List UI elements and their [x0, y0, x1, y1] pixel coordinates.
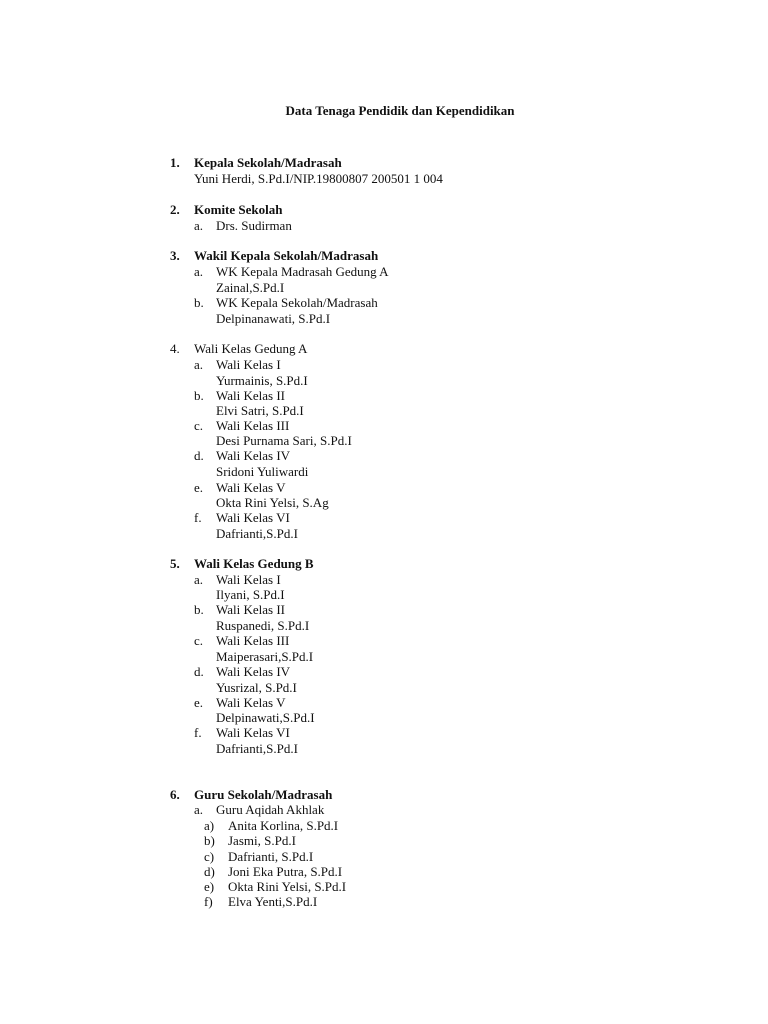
list-item-name: Yusrizal, S.Pd.I — [216, 680, 297, 695]
list-marker: b. — [194, 388, 204, 403]
list-marker: c. — [194, 418, 204, 433]
list-item-role: Wali Kelas IV — [216, 664, 291, 679]
list-marker: a. — [194, 572, 204, 587]
section-heading: Wali Kelas Gedung B — [194, 556, 314, 571]
list-marker: f. — [194, 510, 202, 525]
sublist-marker: f) — [204, 894, 213, 909]
document-title: Data Tenaga Pendidik dan Kependidikan — [285, 103, 515, 118]
section-number: 2. — [170, 202, 180, 217]
list-marker: a. — [194, 802, 204, 817]
list-item-name: Zainal,S.Pd.I — [216, 280, 285, 295]
list-marker: e. — [194, 695, 204, 710]
section-number: 5. — [170, 556, 180, 571]
list-marker: a. — [194, 218, 204, 233]
list-marker: d. — [194, 664, 204, 679]
list-item-name: Okta Rini Yelsi, S.Ag — [216, 495, 329, 510]
list-item-name: Sridoni Yuliwardi — [216, 464, 309, 479]
list-item-role: Guru Aqidah Akhlak — [216, 802, 325, 817]
section-heading: Kepala Sekolah/Madrasah — [194, 155, 342, 170]
list-item-role: Wali Kelas V — [216, 695, 286, 710]
list-item-role: Drs. Sudirman — [216, 218, 292, 233]
sublist-item-name: Dafrianti, S.Pd.I — [228, 849, 314, 864]
list-item-name: Yurmainis, S.Pd.I — [216, 373, 308, 388]
section-heading: Guru Sekolah/Madrasah — [194, 787, 333, 802]
section-number: 3. — [170, 248, 180, 263]
list-item-name: Delpinanawati, S.Pd.I — [216, 311, 331, 326]
list-item-role: Wali Kelas VI — [216, 510, 290, 525]
list-item-role: WK Kepala Sekolah/Madrasah — [216, 295, 378, 310]
section-text: Yuni Herdi, S.Pd.I/NIP.19800807 200501 1 004 — [194, 171, 443, 186]
list-item-role: Wali Kelas I — [216, 572, 281, 587]
list-marker: a. — [194, 357, 204, 372]
sublist-item-name: Okta Rini Yelsi, S.Pd.I — [228, 879, 347, 894]
section-heading: Wali Kelas Gedung A — [194, 341, 308, 356]
sublist-item-name: Elva Yenti,S.Pd.I — [228, 894, 318, 909]
list-item-role: Wali Kelas III — [216, 633, 290, 648]
list-marker: b. — [194, 295, 204, 310]
section-heading: Wakil Kepala Sekolah/Madrasah — [194, 248, 379, 263]
sublist-marker: d) — [204, 864, 215, 879]
list-item-role: WK Kepala Madrasah Gedung A — [216, 264, 389, 279]
list-item-name: Dafrianti,S.Pd.I — [216, 526, 298, 541]
list-item-role: Wali Kelas V — [216, 480, 286, 495]
list-marker: e. — [194, 480, 204, 495]
list-item-role: Wali Kelas II — [216, 602, 285, 617]
list-marker: a. — [194, 264, 204, 279]
sublist-marker: b) — [204, 833, 215, 848]
section-heading: Komite Sekolah — [194, 202, 283, 217]
section-number: 1. — [170, 155, 180, 170]
list-marker: f. — [194, 725, 202, 740]
list-marker: d. — [194, 448, 204, 463]
list-item-name: Delpinawati,S.Pd.I — [216, 710, 315, 725]
list-item-role: Wali Kelas IV — [216, 448, 291, 463]
list-item-name: Ilyani, S.Pd.I — [216, 587, 285, 602]
list-marker: b. — [194, 602, 204, 617]
list-item-name: Maiperasari,S.Pd.I — [216, 649, 314, 664]
list-item-role: Wali Kelas II — [216, 388, 285, 403]
list-marker: c. — [194, 633, 204, 648]
section-number: 6. — [170, 787, 180, 802]
sublist-item-name: Joni Eka Putra, S.Pd.I — [228, 864, 343, 879]
sublist-item-name: Anita Korlina, S.Pd.I — [228, 818, 339, 833]
list-item-name: Ruspanedi, S.Pd.I — [216, 618, 310, 633]
list-item-name: Dafrianti,S.Pd.I — [216, 741, 298, 756]
list-item-role: Wali Kelas I — [216, 357, 281, 372]
sublist-marker: e) — [204, 879, 215, 894]
section-number: 4. — [170, 341, 180, 356]
sublist-marker: c) — [204, 849, 215, 864]
sublist-marker: a) — [204, 818, 215, 833]
sublist-item-name: Jasmi, S.Pd.I — [228, 833, 296, 848]
list-item-role: Wali Kelas III — [216, 418, 290, 433]
list-item-name: Elvi Satri, S.Pd.I — [216, 403, 304, 418]
list-item-name: Desi Purnama Sari, S.Pd.I — [216, 433, 352, 448]
list-item-role: Wali Kelas VI — [216, 725, 290, 740]
